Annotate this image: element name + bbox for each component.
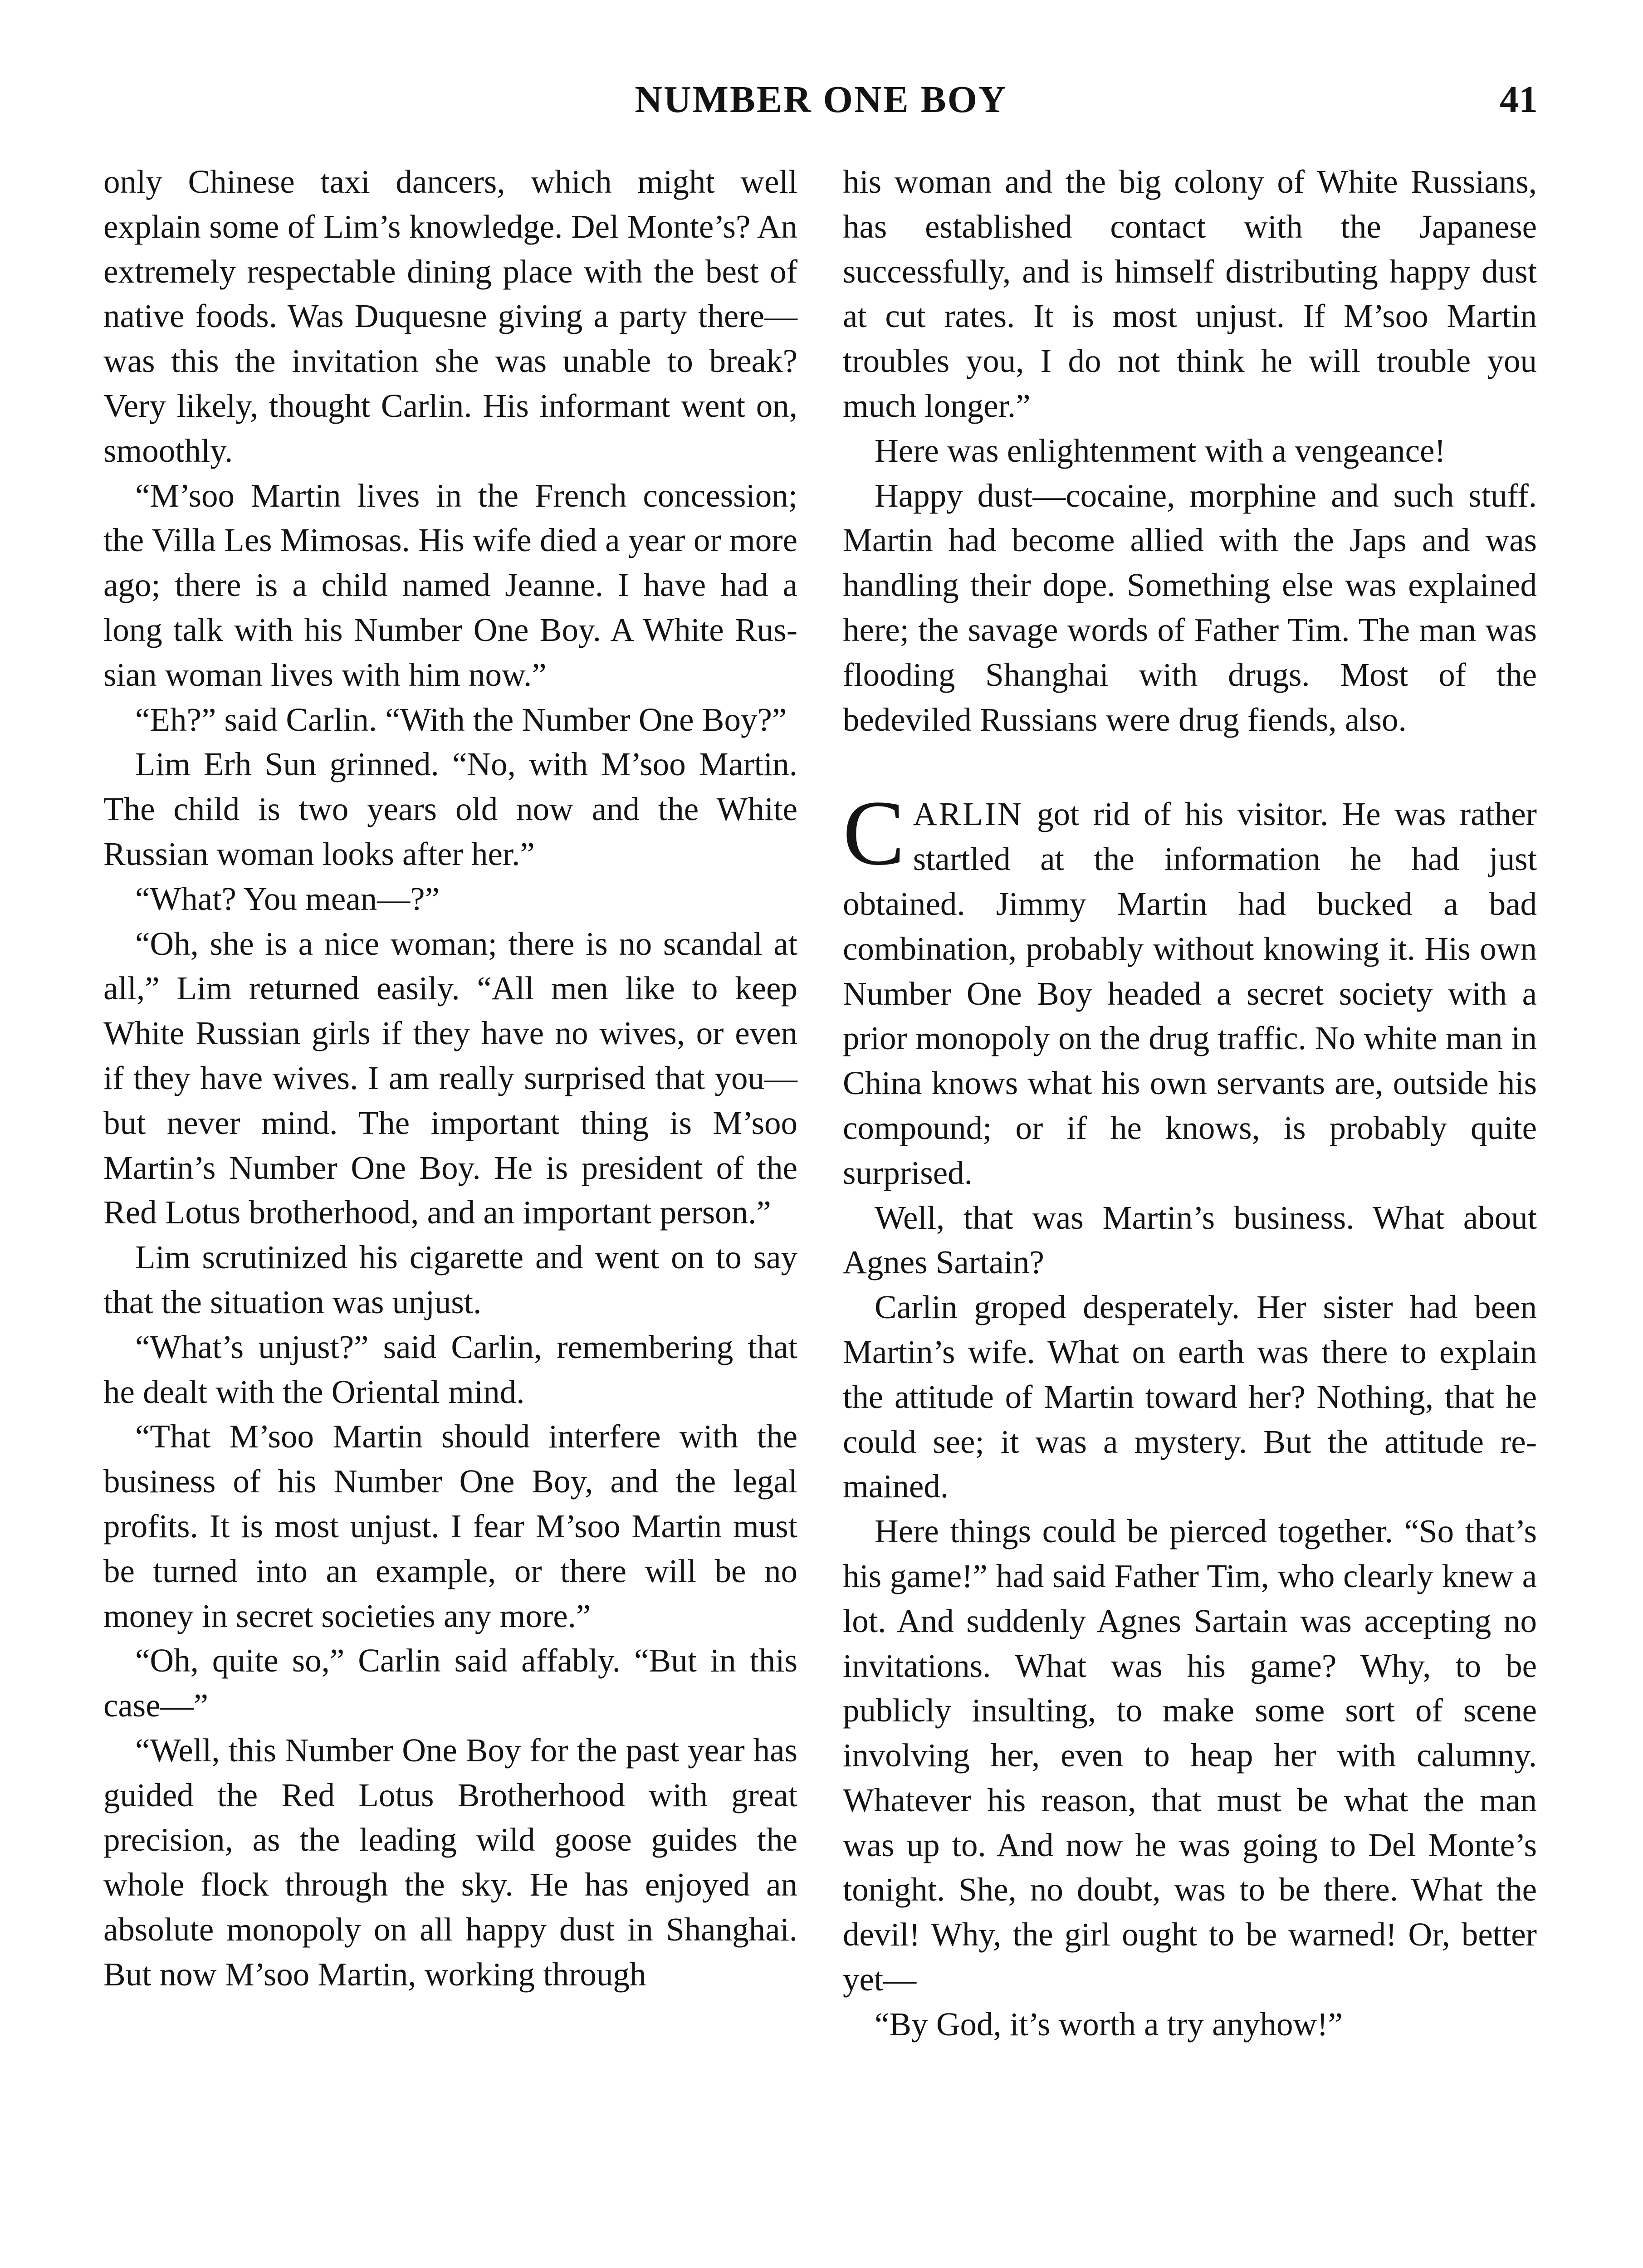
paragraph: only Chinese taxi dancers, which might well explain some of Lim’s knowledge. Del Monte’s? An extremely respectable dining place with the best of native foods. Was Duquesne giving a party there—was this the invitation she was unable to break? Very likely, thought Carlin. His informant went on, smoothly. bbox=[103, 163, 797, 469]
left-column bbox=[103, 160, 797, 1997]
paragraph: “M’soo Martin lives in the French concession; the Villa Les Mimosas. His wife died a year or more ago; there is a child named Jeanne. I have had a long talk with his Number One Boy. A White Russian woman lives with him now.” bbox=[103, 477, 797, 693]
paragraph: Here things could be pierced together. “So that’s his game!” had said Father Tim, who clearly knew a lot. And suddenly Agnes Sartain was accepting no invitations. What was his game? Why, to be publicly insulting, to make some sort of scene involving her, even to heap her with calumny. Whatever his reason, that must be what the man was up to. And now he was going to Del Monte’s tonight. She, no doubt, was to be there. What the devil! Why, the girl ought to be warned! Or, better yet— bbox=[843, 1513, 1537, 1998]
paragraph: “What’s unjust?” said Carlin, remembering that he dealt with the Oriental mind. bbox=[103, 1328, 797, 1410]
page-header bbox=[104, 73, 1538, 127]
paragraph: Lim scrutinized his cigarette and went on to say that the situation was unjust. bbox=[103, 1239, 797, 1320]
paragraph: Well, that was Martin’s business. What about Agnes Sartain? bbox=[843, 1199, 1537, 1281]
paragraph: “Well, this Number One Boy for the past year has guided the Red Lotus Brotherhood with great precision, as the leading wild goose guides the whole flock through the sky. He has enjoyed an absolute monopoly on all happy dust in Shanghai. But now M’soo Martin, working through bbox=[103, 1731, 797, 1993]
paragraph: Happy dust—cocaine, morphine and such stuff. Martin had become allied with the Japs and was handling their dope. Something else was explained here; the savage words of Father Tim. The man was flooding Shanghai with drugs. Most of the bedeviled Russians were drug fiends, also. bbox=[843, 477, 1537, 738]
running-title: NUMBER ONE BOY bbox=[635, 78, 1007, 121]
paragraph: “Eh?” said Carlin. “With the Number One Boy?” bbox=[135, 701, 787, 738]
paragraph: Here was enlightenment with a vengeance! bbox=[875, 432, 1446, 469]
drop-cap: C bbox=[843, 782, 905, 885]
right-column bbox=[843, 160, 1537, 2047]
section-opening-paragraph bbox=[843, 782, 1537, 1195]
paragraph: “What? You mean—?” bbox=[135, 880, 440, 917]
paragraph: “Oh, she is a nice woman; there is no scandal at all,” Lim returned easily. “All men like to keep White Russian girls if they have no wives, or even if they have wives. I am really surprised that you—but never mind. The important thing is M’soo Martin’s Number One Boy. He is president of the Red Lotus brotherhood, and an important person.” bbox=[103, 925, 797, 1231]
page-number: 41 bbox=[1500, 78, 1538, 121]
paragraph: “Oh, quite so,” Carlin said affably. “But in this case—” bbox=[103, 1642, 797, 1724]
paragraph: “By God, it’s worth a try anyhow!” bbox=[875, 2005, 1343, 2043]
paragraph: his woman and the big colony of White Russians, has established contact with the Japanese successfully, and is himself distributing happy dust at cut rates. It is most unjust. If M’soo Martin troubles you, I do not think he will trouble you much longer.” bbox=[843, 163, 1537, 424]
section-text: got rid of his visitor. He was rather startled at the information he had just obtained. Jimmy Martin had bucked a bad combination, probably without knowing it. His own Number One Boy headed a secret society with a prior monopoly on the drug traffic. No white man in China knows what his own servants are, outside his compound; or if he knows, is probably quite surprised. bbox=[843, 796, 1537, 1191]
lead-in-word: ARLIN bbox=[913, 796, 1023, 833]
paragraph: Carlin groped desperately. Her sister had been Martin’s wife. What on earth was there to explain the attitude of Martin toward her? Nothing, that he could see; it was a mystery. But the attitude remained. bbox=[843, 1289, 1537, 1505]
paragraph: “That M’soo Martin should interfere with the business of his Number One Boy, and the legal profits. It is most unjust. I fear M’soo Martin must be turned into an example, or there will be no money in secret societies any more.” bbox=[103, 1418, 797, 1634]
paragraph: Lim Erh Sun grinned. “No, with M’soo Martin. The child is two years old now and the White Russian woman looks after her.” bbox=[103, 746, 797, 872]
